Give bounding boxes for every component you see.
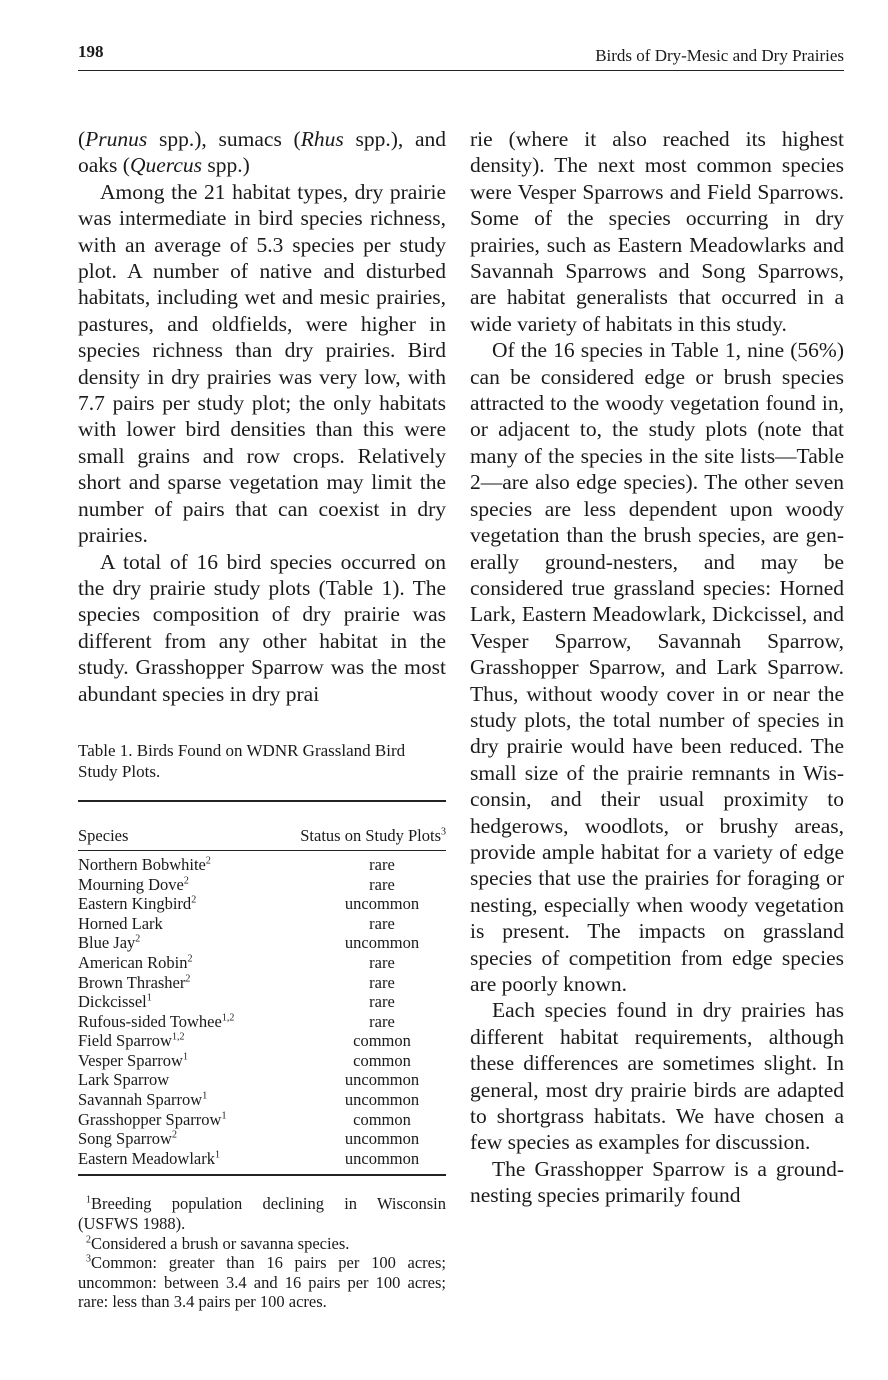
species-status: rare bbox=[369, 854, 395, 874]
species-name: Eastern Kingbird$^2$ bbox=[78, 894, 197, 914]
table-row bbox=[78, 1031, 446, 1051]
species-name: Field Sparrow$^{1,2}$ bbox=[78, 1031, 185, 1051]
table-body bbox=[78, 851, 446, 1175]
paragraph-5: Of the 16 species in Table 1, nine (56%) can be considered edge or brush species attracted to the woody vegetation found in, or adjacent to, the study plots (note that many of the species in the site lists—Table 2—are also edge species). The other seven species are less dependent upon woody vegetation than the brush species, are generally ground-nesters, and may be considered true grassland species: Horned Lark, Eastern Meadowlark, Dickcissel, and Vesper Sparrow, Savannah Sparrow, Grasshopper Sparrow, and Lark Sparrow. Thus, without woody cover in or near the study plots, the total number of species in dry prairie would have been reduced. The small size of the prairie remnants in Wisconsin, and their usual proximity to hedgerows, woodlots, or brushy areas, provide ample habitat for a variety of edge species that use the prairies for foraging or nesting, especially when woody vegetation is present. The impacts on grassland species of competition from edge species are poorly known. bbox=[470, 338, 844, 996]
species-table bbox=[78, 800, 446, 1177]
table-row bbox=[78, 1012, 446, 1032]
species-status: rare bbox=[369, 913, 395, 933]
species-status: rare bbox=[369, 992, 395, 1012]
table-bottom-rule bbox=[78, 1174, 446, 1176]
left-column bbox=[78, 126, 446, 1312]
table-row bbox=[78, 1110, 446, 1130]
table-row bbox=[78, 894, 446, 914]
table-row bbox=[78, 933, 446, 953]
table-row bbox=[78, 992, 446, 1012]
species-name: American Robin$^2$ bbox=[78, 952, 193, 972]
species-status: uncommon bbox=[344, 1090, 420, 1110]
table-caption: Table 1. Birds Found on WDNR Grassland Bird Study Plots. bbox=[78, 740, 406, 781]
paragraph-3: A total of 16 bird species occurred on the dry prairie study plots (Table 1). The species composition of dry prairie was different from any other habitat in the study. Grasshopper Sparrow was the most abundant species in dry prai bbox=[78, 549, 446, 706]
species-status: rare bbox=[369, 1011, 395, 1031]
table-footnotes bbox=[78, 1194, 446, 1312]
paragraph-4: rie (where it also reached its highest density). The next most common species were Vesper Sparrows and Field Sparrows. Some of the species occurring in dry prairies, such as Eastern Meadowlarks and Savannah Sparrows and Song Sparrows, are habitat generalists that occurred in a wide variety of habitats in this study. bbox=[470, 127, 844, 336]
paragraph-6: Each species found in dry prairies has different habitat requirements, although these differences are sometimes slight. In general, most dry prairie birds are adapted to shortgrass habitats. We have chosen a few species as examples for discussion. bbox=[470, 998, 844, 1155]
species-name: Blue Jay$^2$ bbox=[78, 933, 141, 953]
species-status: rare bbox=[369, 952, 395, 972]
species-name: Mourning Dove$^2$ bbox=[78, 874, 189, 894]
table-row bbox=[78, 1149, 446, 1169]
species-name: Dickcissel$^1$ bbox=[78, 992, 152, 1012]
page-number: 198 bbox=[78, 42, 104, 61]
species-status: common bbox=[353, 1109, 411, 1129]
running-head bbox=[78, 42, 844, 71]
paragraph-1: (Prunus spp.), sumacs (Rhus spp.), and oaks (Quercus spp.) bbox=[78, 127, 446, 178]
table-row bbox=[78, 1090, 446, 1110]
species-status: rare bbox=[369, 874, 395, 894]
col-status-header: Status on Study Plots$^3$ bbox=[300, 825, 446, 845]
species-status: common bbox=[353, 1031, 411, 1051]
species-name: Grasshopper Sparrow$^1$ bbox=[78, 1109, 227, 1129]
paragraph-7: The Grasshopper Sparrow is a ground-nesting species primarily found bbox=[470, 1156, 844, 1208]
table-header bbox=[78, 802, 446, 850]
table-row bbox=[78, 1129, 446, 1149]
table-row bbox=[78, 953, 446, 973]
species-name: Brown Thrasher$^2$ bbox=[78, 972, 191, 992]
species-name: Lark Sparrow bbox=[78, 1070, 170, 1090]
footnote: $^3$Common: greater than 16 pairs per 100 acres; uncommon: between 3.4 and 16 pairs per 100 acres; rare: less than 3.4 pairs per 100 acres. bbox=[78, 1253, 446, 1312]
table-row bbox=[78, 1070, 446, 1090]
col-species-header: Species bbox=[78, 825, 129, 845]
species-status: rare bbox=[369, 972, 395, 992]
right-column bbox=[470, 126, 844, 1209]
species-status: uncommon bbox=[344, 894, 420, 914]
species-status: uncommon bbox=[344, 933, 420, 953]
table-row bbox=[78, 1051, 446, 1071]
species-status: common bbox=[353, 1050, 411, 1070]
table-row bbox=[78, 875, 446, 895]
table-row bbox=[78, 973, 446, 993]
section-title: Birds of Dry-Mesic and Dry Prairies bbox=[595, 46, 844, 65]
species-status: uncommon bbox=[344, 1148, 420, 1168]
footnote: $^2$Considered a brush or savanna species. bbox=[86, 1233, 350, 1253]
paragraph-2: Among the 21 habitat types, dry prairie was intermediate in bird species richness, with an average of 5.3 species per study plot. A number of native and disturbed habitats, including wet and mesic prairies, pastures, and oldfields, were higher in species richness than dry prairies. Bird density in dry prairies was very low, with 7.7 pairs per study plot; the only habitats with lower bird densities than this were small grains and row crops. Relatively short and sparse vegetation may limit the number of pairs that can coexist in dry prairies. bbox=[78, 179, 446, 548]
species-status: uncommon bbox=[344, 1129, 420, 1149]
species-name: Northern Bobwhite$^2$ bbox=[78, 854, 211, 874]
species-name: Vesper Sparrow$^1$ bbox=[78, 1050, 188, 1070]
species-status: uncommon bbox=[344, 1070, 420, 1090]
table-row bbox=[78, 914, 446, 934]
species-name: Rufous-sided Towhee$^{1,2}$ bbox=[78, 1011, 235, 1031]
species-name: Savannah Sparrow$^1$ bbox=[78, 1090, 208, 1110]
species-name: Horned Lark bbox=[78, 913, 163, 933]
species-name: Song Sparrow$^2$ bbox=[78, 1129, 177, 1149]
table-row bbox=[78, 855, 446, 875]
species-name: Eastern Meadowlark$^1$ bbox=[78, 1148, 220, 1168]
footnote: $^1$Breeding population declining in Wisconsin (USFWS 1988). bbox=[78, 1194, 446, 1234]
